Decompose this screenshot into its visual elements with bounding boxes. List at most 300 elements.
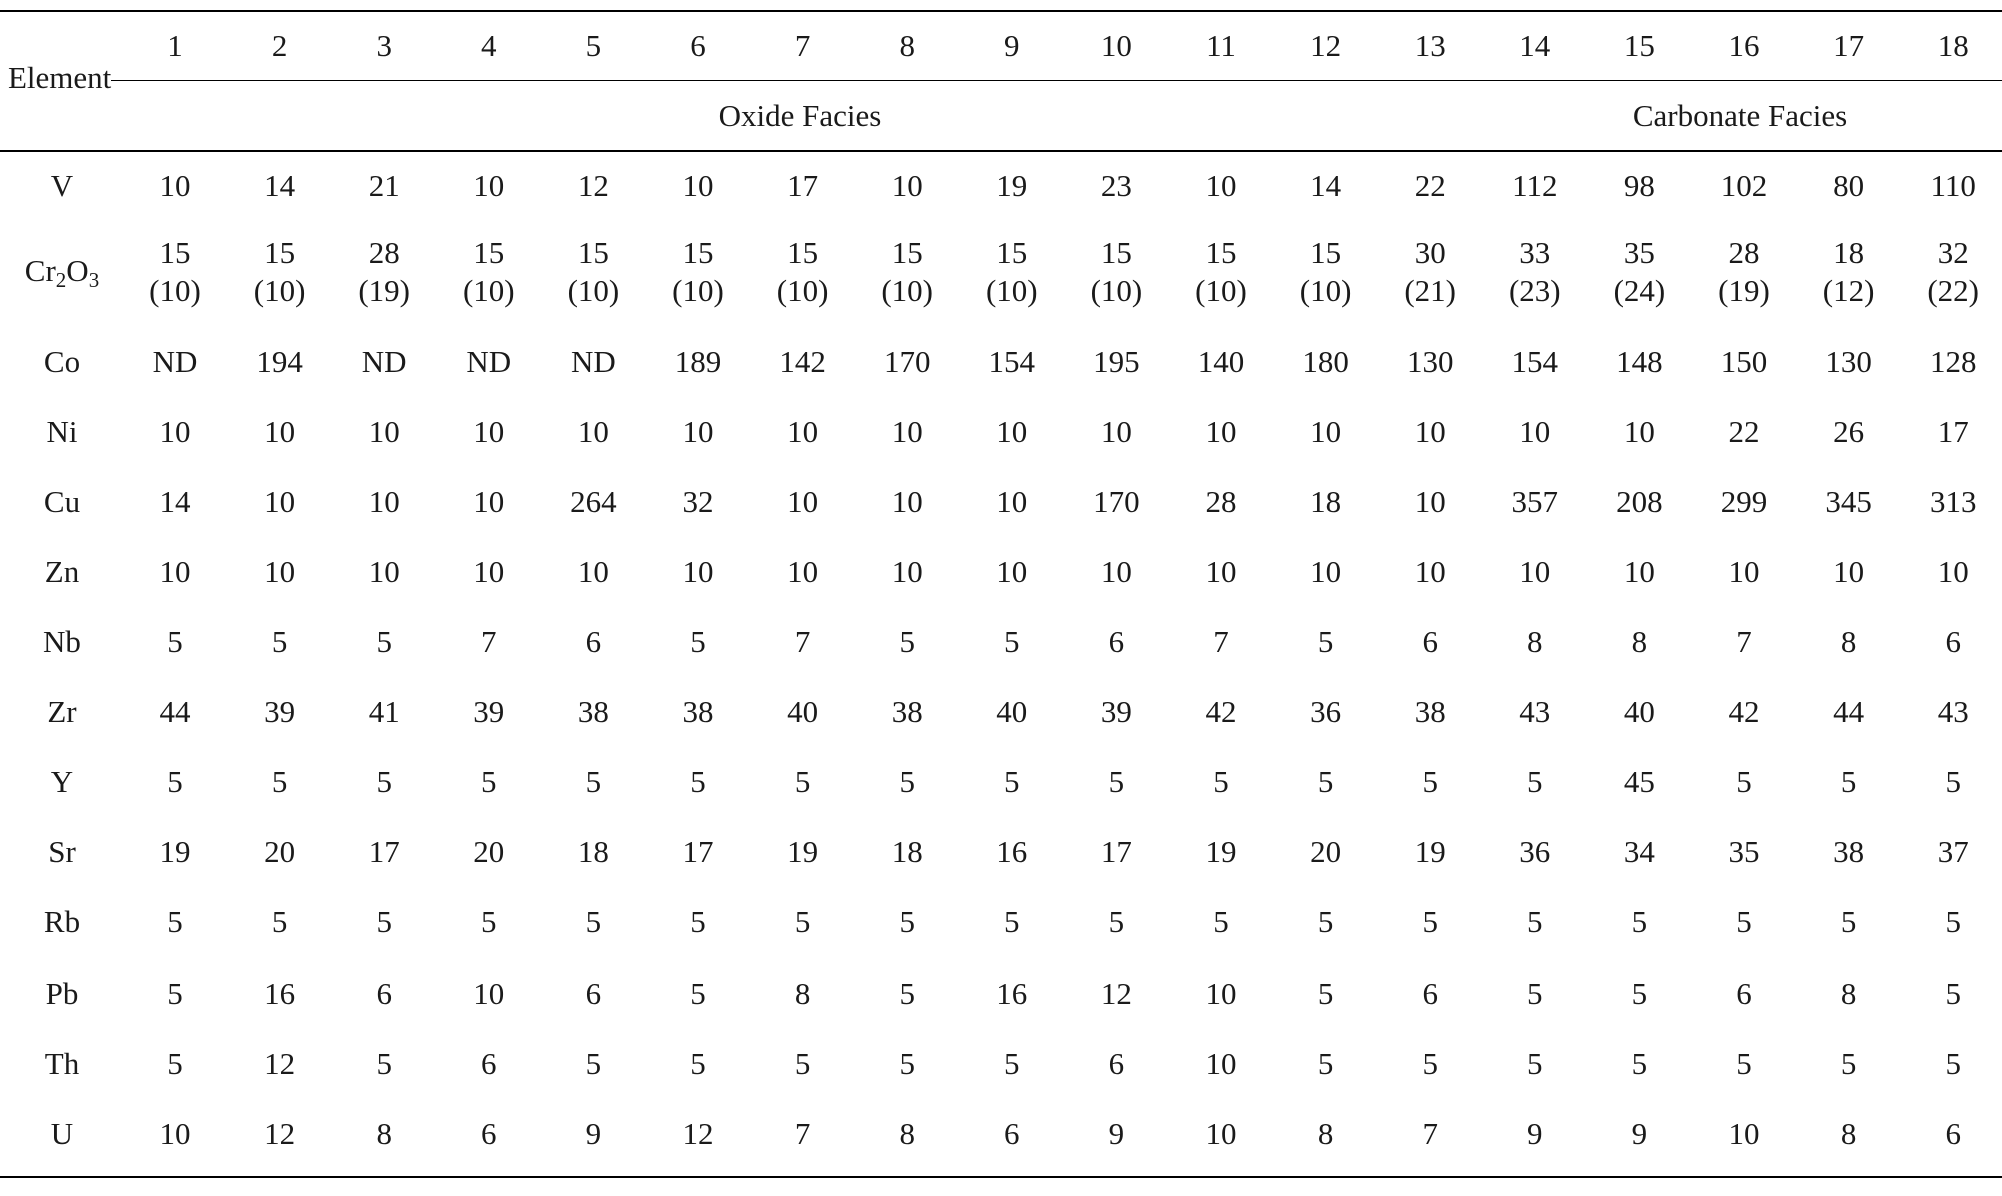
element-cell: Ni	[46, 414, 78, 449]
element-cell: Zr	[47, 694, 77, 729]
value-cell: 35	[1728, 834, 1760, 869]
value-cell: 5	[1317, 904, 1334, 939]
value-cell: 194	[256, 344, 303, 379]
value-cell: 10	[264, 484, 296, 519]
value-cell: 5	[1317, 624, 1334, 659]
value-cell: 195	[1093, 344, 1140, 379]
value-cell: 5	[1108, 764, 1125, 799]
value-cell: 5	[794, 904, 811, 939]
value-cell: 5	[481, 904, 497, 939]
value-cell: 33	[1519, 235, 1551, 270]
column-number: 1	[167, 28, 183, 63]
value-cell: 5	[376, 624, 392, 659]
column-number: 13	[1414, 28, 1446, 63]
column-header-rule	[118, 80, 2002, 81]
value-cell: 44	[159, 694, 191, 729]
value-cell: 5	[481, 764, 497, 799]
value-cell: 20	[264, 834, 296, 869]
element-cell: Zn	[44, 554, 80, 589]
value-cell: 15	[1205, 235, 1237, 270]
value-cell: 28	[1205, 484, 1237, 519]
column-number: 4	[481, 28, 497, 63]
value-cell: 10	[159, 554, 191, 589]
value-cell: 32	[682, 484, 714, 519]
value-cell: 10	[1100, 414, 1132, 449]
value-cell: 18	[1833, 235, 1865, 270]
value-cell: 5	[1736, 904, 1752, 939]
value-cell: 10	[787, 554, 819, 589]
value-cell: 5	[1945, 764, 1961, 799]
value-cell: 6	[1422, 624, 1438, 659]
value-cell: 110	[1930, 168, 1976, 203]
value-cell: 10	[1728, 554, 1760, 589]
value-cell: 32	[1937, 235, 1969, 270]
value-cell: 5	[899, 624, 915, 659]
secondary-value-cell: (21)	[1404, 273, 1457, 308]
value-cell: 357	[1511, 484, 1559, 519]
element-cell: Cu	[43, 484, 81, 519]
value-cell: 7	[794, 624, 811, 659]
value-cell: 10	[577, 554, 609, 589]
value-cell: 28	[1728, 235, 1760, 270]
value-cell: 8	[1840, 976, 1857, 1011]
group-carbonate-facies: Carbonate Facies	[1632, 98, 1848, 133]
value-cell: 5	[585, 904, 602, 939]
value-cell: 5	[690, 764, 706, 799]
value-cell: 16	[264, 976, 296, 1011]
value-cell: 40	[996, 694, 1028, 729]
value-cell: 17	[1100, 834, 1132, 869]
value-cell: 10	[1310, 554, 1342, 589]
column-number: 18	[1937, 28, 1969, 63]
value-cell: 8	[1840, 624, 1857, 659]
secondary-value-cell: (10)	[672, 273, 724, 308]
element-cell: Rb	[43, 904, 81, 939]
value-cell: 150	[1720, 344, 1768, 379]
value-cell: 5	[899, 764, 915, 799]
element-column-header	[8, 60, 121, 96]
secondary-value-cell: (10)	[1195, 273, 1247, 308]
value-cell: 10	[1937, 554, 1969, 589]
value-cell: 10	[891, 554, 923, 589]
value-cell: 19	[159, 834, 191, 869]
value-cell: ND	[466, 344, 512, 379]
element-cell: V	[50, 168, 74, 203]
value-cell: 17	[368, 834, 400, 869]
value-cell: 6	[1945, 624, 1961, 659]
value-cell: 5	[1317, 1046, 1334, 1081]
column-number: 8	[899, 28, 915, 63]
value-cell: 6	[1422, 976, 1438, 1011]
value-cell: 10	[473, 414, 505, 449]
value-cell: 10	[682, 554, 714, 589]
value-cell: 5	[271, 624, 288, 659]
value-cell: 10	[891, 168, 923, 203]
value-cell: 40	[787, 694, 819, 729]
value-cell: 8	[899, 1116, 915, 1151]
value-cell: 7	[1213, 624, 1229, 659]
value-cell: 10	[1728, 1116, 1760, 1151]
element-cell: Y	[50, 764, 74, 799]
bottom-rule	[0, 1176, 2002, 1178]
value-cell: ND	[571, 344, 616, 379]
value-cell: 10	[1205, 1116, 1237, 1151]
value-cell: 10	[1310, 414, 1342, 449]
value-cell: 38	[577, 694, 609, 729]
column-number: 11	[1206, 28, 1236, 63]
value-cell: 10	[368, 554, 400, 589]
value-cell: 6	[585, 976, 602, 1011]
element-cell: Co	[43, 344, 81, 379]
value-cell: 5	[1736, 764, 1752, 799]
value-cell: 19	[787, 834, 819, 869]
value-cell: 15	[1100, 235, 1132, 270]
value-cell: 17	[787, 168, 819, 203]
value-cell: 5	[1840, 764, 1857, 799]
value-cell: 41	[368, 694, 400, 729]
value-cell: 10	[996, 414, 1028, 449]
secondary-value-cell: (10)	[776, 273, 829, 308]
value-cell: 10	[264, 554, 296, 589]
value-cell: 5	[899, 904, 915, 939]
value-cell: 18	[577, 834, 609, 869]
column-number: 7	[794, 28, 811, 63]
value-cell: 189	[674, 344, 722, 379]
value-cell: 35	[1623, 235, 1655, 270]
value-cell: 18	[891, 834, 923, 869]
secondary-value-cell: (10)	[567, 273, 620, 308]
secondary-value-cell: (10)	[881, 273, 934, 308]
value-cell: 22	[1728, 414, 1760, 449]
value-cell: 345	[1825, 484, 1872, 519]
value-cell: 14	[1310, 168, 1342, 203]
value-cell: 34	[1623, 834, 1655, 869]
value-cell: 44	[1833, 694, 1865, 729]
value-cell: 15	[891, 235, 923, 270]
value-cell: 26	[1833, 414, 1865, 449]
secondary-value-cell: (10)	[1090, 273, 1143, 308]
value-cell: 5	[1213, 764, 1229, 799]
value-cell: 17	[1937, 414, 1969, 449]
element-cell: Nb	[43, 624, 81, 659]
element-cell: U	[50, 1116, 74, 1151]
value-cell: 10	[1205, 414, 1237, 449]
value-cell: 10	[1414, 484, 1446, 519]
column-number: 2	[271, 28, 288, 63]
value-cell: 5	[1527, 1046, 1543, 1081]
secondary-value-cell: (10)	[253, 273, 306, 308]
value-cell: 5	[1004, 904, 1020, 939]
value-cell: 8	[794, 976, 811, 1011]
value-cell: 180	[1302, 344, 1349, 379]
value-cell: 5	[376, 1046, 392, 1081]
value-cell: 154	[988, 344, 1036, 379]
value-cell: 9	[1527, 1116, 1543, 1151]
value-cell: 299	[1720, 484, 1768, 519]
value-cell: 140	[1197, 344, 1245, 379]
value-cell: 6	[585, 624, 602, 659]
value-cell: 5	[794, 1046, 811, 1081]
secondary-value-cell: (24)	[1613, 273, 1666, 308]
value-cell: 10	[1414, 554, 1446, 589]
value-cell: 154	[1511, 344, 1559, 379]
value-cell: 7	[1736, 624, 1752, 659]
value-cell: 10	[1833, 554, 1865, 589]
value-cell: 36	[1310, 694, 1342, 729]
value-cell: 5	[271, 764, 288, 799]
value-cell: 5	[1317, 976, 1334, 1011]
value-cell: 5	[1631, 904, 1648, 939]
value-cell: 5	[376, 764, 392, 799]
value-cell: 128	[1929, 344, 1977, 379]
value-cell: 15	[682, 235, 714, 270]
value-cell: 6	[1004, 1116, 1020, 1151]
value-cell: 19	[996, 168, 1028, 203]
value-cell: 40	[1623, 694, 1655, 729]
value-cell: 10	[473, 484, 505, 519]
value-cell: 38	[1414, 694, 1446, 729]
value-cell: 15	[1310, 235, 1342, 270]
value-cell: 19	[1414, 834, 1446, 869]
value-cell: 18	[1310, 484, 1342, 519]
value-cell: 10	[891, 484, 923, 519]
value-cell: 19	[1205, 834, 1237, 869]
column-number: 6	[690, 28, 706, 63]
value-cell: 15	[996, 235, 1028, 270]
value-cell: 112	[1512, 168, 1558, 203]
value-cell: 30	[1414, 235, 1446, 270]
value-cell: 264	[570, 484, 617, 519]
value-cell: 10	[159, 168, 191, 203]
value-cell: 10	[1205, 1046, 1237, 1081]
value-cell: 15	[577, 235, 609, 270]
value-cell: 5	[167, 904, 183, 939]
value-cell: 102	[1720, 168, 1768, 203]
value-cell: 5	[1736, 1046, 1752, 1081]
column-number: 10	[1100, 28, 1132, 63]
value-cell: 5	[1631, 1046, 1648, 1081]
value-cell: 38	[891, 694, 923, 729]
value-cell: 10	[787, 484, 819, 519]
value-cell: 12	[264, 1046, 296, 1081]
value-cell: 12	[577, 168, 609, 203]
value-cell: 10	[159, 414, 191, 449]
value-cell: 148	[1616, 344, 1663, 379]
value-cell: 170	[1093, 484, 1140, 519]
value-cell: 98	[1623, 168, 1655, 203]
value-cell: 130	[1825, 344, 1872, 379]
value-cell: 130	[1406, 344, 1454, 379]
value-cell: 5	[1422, 1046, 1438, 1081]
column-number: 9	[1004, 28, 1020, 63]
value-cell: 5	[1422, 764, 1438, 799]
secondary-value-cell: (10)	[149, 273, 201, 308]
value-cell: 38	[682, 694, 714, 729]
value-cell: 6	[481, 1116, 497, 1151]
value-cell: 6	[1108, 1046, 1125, 1081]
column-number: 14	[1519, 28, 1551, 63]
secondary-value-cell: (19)	[1718, 273, 1770, 308]
value-cell: 9	[1631, 1116, 1648, 1151]
value-cell: 80	[1833, 168, 1865, 203]
value-cell: 10	[891, 414, 923, 449]
value-cell: 10	[1623, 414, 1655, 449]
value-cell: 15	[159, 235, 191, 270]
value-cell: 22	[1414, 168, 1446, 203]
value-cell: 6	[1108, 624, 1125, 659]
column-number: 16	[1728, 28, 1760, 63]
value-cell: 8	[1317, 1116, 1334, 1151]
value-cell: 10	[473, 554, 505, 589]
value-cell: 10	[368, 484, 400, 519]
value-cell: 15	[264, 235, 296, 270]
value-cell: 6	[1736, 976, 1752, 1011]
value-cell: 38	[1833, 834, 1865, 869]
value-cell: 10	[1519, 414, 1551, 449]
value-cell: 10	[1205, 554, 1237, 589]
value-cell: 170	[883, 344, 931, 379]
secondary-value-cell: (10)	[462, 273, 515, 308]
value-cell: 5	[1004, 1046, 1020, 1081]
value-cell: 5	[794, 764, 811, 799]
value-cell: 5	[1945, 976, 1961, 1011]
value-cell: 5	[1317, 764, 1334, 799]
value-cell: 15	[787, 235, 819, 270]
secondary-value-cell: (19)	[358, 273, 411, 308]
value-cell: 7	[1422, 1116, 1438, 1151]
value-cell: 5	[1108, 904, 1125, 939]
secondary-value-cell: (22)	[1927, 273, 1980, 308]
value-cell: 5	[1945, 1046, 1961, 1081]
value-cell: 10	[264, 414, 296, 449]
value-cell: 39	[264, 694, 296, 729]
value-cell: 10	[473, 976, 505, 1011]
value-cell: 5	[585, 1046, 602, 1081]
header-bottom-rule	[0, 150, 2002, 152]
value-cell: 15	[473, 235, 505, 270]
value-cell: 16	[996, 834, 1028, 869]
value-cell: 5	[690, 904, 706, 939]
value-cell: 14	[264, 168, 296, 203]
value-cell: 39	[473, 694, 505, 729]
value-cell: 5	[1527, 904, 1543, 939]
value-cell: 12	[682, 1116, 714, 1151]
value-cell: 7	[794, 1116, 811, 1151]
value-cell: 8	[1527, 624, 1543, 659]
value-cell: 6	[376, 976, 392, 1011]
value-cell: 5	[1631, 976, 1648, 1011]
value-cell: 20	[473, 834, 505, 869]
value-cell: 14	[159, 484, 191, 519]
value-cell: 10	[996, 554, 1028, 589]
element-cell: Pb	[45, 976, 79, 1011]
element-cell: Sr	[48, 834, 76, 869]
value-cell: 21	[368, 168, 400, 203]
value-cell: 10	[368, 414, 400, 449]
value-cell: 6	[1945, 1116, 1961, 1151]
value-cell: 5	[1840, 904, 1857, 939]
value-cell: 5	[1213, 904, 1229, 939]
value-cell: 5	[690, 976, 706, 1011]
value-cell: 208	[1616, 484, 1663, 519]
element-header-label: Element	[8, 60, 112, 95]
secondary-value-cell: (10)	[985, 273, 1038, 308]
value-cell: 5	[167, 764, 183, 799]
value-cell: 10	[1414, 414, 1446, 449]
value-cell: 10	[1205, 168, 1237, 203]
value-cell: 10	[159, 1116, 191, 1151]
value-cell: 5	[167, 624, 183, 659]
value-cell: 16	[996, 976, 1028, 1011]
value-cell: 10	[1519, 554, 1551, 589]
value-cell: 37	[1937, 834, 1969, 869]
value-cell: 313	[1929, 484, 1977, 519]
value-cell: 43	[1937, 694, 1969, 729]
value-cell: 5	[899, 976, 915, 1011]
value-cell: 20	[1310, 834, 1342, 869]
value-cell: 10	[682, 168, 714, 203]
value-cell: 39	[1100, 694, 1132, 729]
value-cell: 10	[787, 414, 819, 449]
value-cell: 10	[1100, 554, 1132, 589]
element-cell: $Cr_2O_3$	[24, 253, 100, 292]
column-number: 15	[1623, 28, 1655, 63]
column-number: 17	[1833, 28, 1865, 63]
value-cell: 12	[264, 1116, 296, 1151]
value-cell: 5	[690, 1046, 706, 1081]
element-cell: Th	[44, 1046, 80, 1081]
value-cell: 5	[1004, 764, 1020, 799]
value-cell: 5	[271, 904, 288, 939]
value-cell: 6	[481, 1046, 497, 1081]
value-cell: 5	[167, 976, 183, 1011]
value-cell: 7	[481, 624, 497, 659]
value-cell: 5	[1004, 624, 1020, 659]
secondary-value-cell: (23)	[1508, 273, 1561, 308]
value-cell: 5	[167, 1046, 183, 1081]
value-cell: 5	[690, 624, 706, 659]
top-rule	[0, 10, 2002, 12]
value-cell: 8	[376, 1116, 392, 1151]
value-cell: 5	[585, 764, 602, 799]
value-cell: 9	[585, 1116, 602, 1151]
value-cell: 8	[1631, 624, 1648, 659]
value-cell: 43	[1519, 694, 1551, 729]
secondary-value-cell: (12)	[1822, 273, 1875, 308]
value-cell: ND	[152, 344, 198, 379]
value-cell: 5	[1945, 904, 1961, 939]
value-cell: 42	[1728, 694, 1760, 729]
value-cell: 17	[682, 834, 714, 869]
column-number: 5	[585, 28, 602, 63]
value-cell: 10	[682, 414, 714, 449]
value-cell: 5	[899, 1046, 915, 1081]
value-cell: 36	[1519, 834, 1551, 869]
value-cell: 28	[368, 235, 400, 270]
value-cell: 10	[577, 414, 609, 449]
value-cell: 142	[779, 344, 826, 379]
value-cell: 10	[1623, 554, 1655, 589]
value-cell: 8	[1840, 1116, 1857, 1151]
value-cell: 10	[473, 168, 505, 203]
value-cell: 12	[1100, 976, 1132, 1011]
value-cell: 5	[1840, 1046, 1857, 1081]
value-cell: 5	[1422, 904, 1438, 939]
value-cell: 42	[1205, 694, 1237, 729]
value-cell: 45	[1623, 764, 1655, 799]
column-number: 3	[376, 28, 392, 63]
value-cell: 5	[376, 904, 392, 939]
